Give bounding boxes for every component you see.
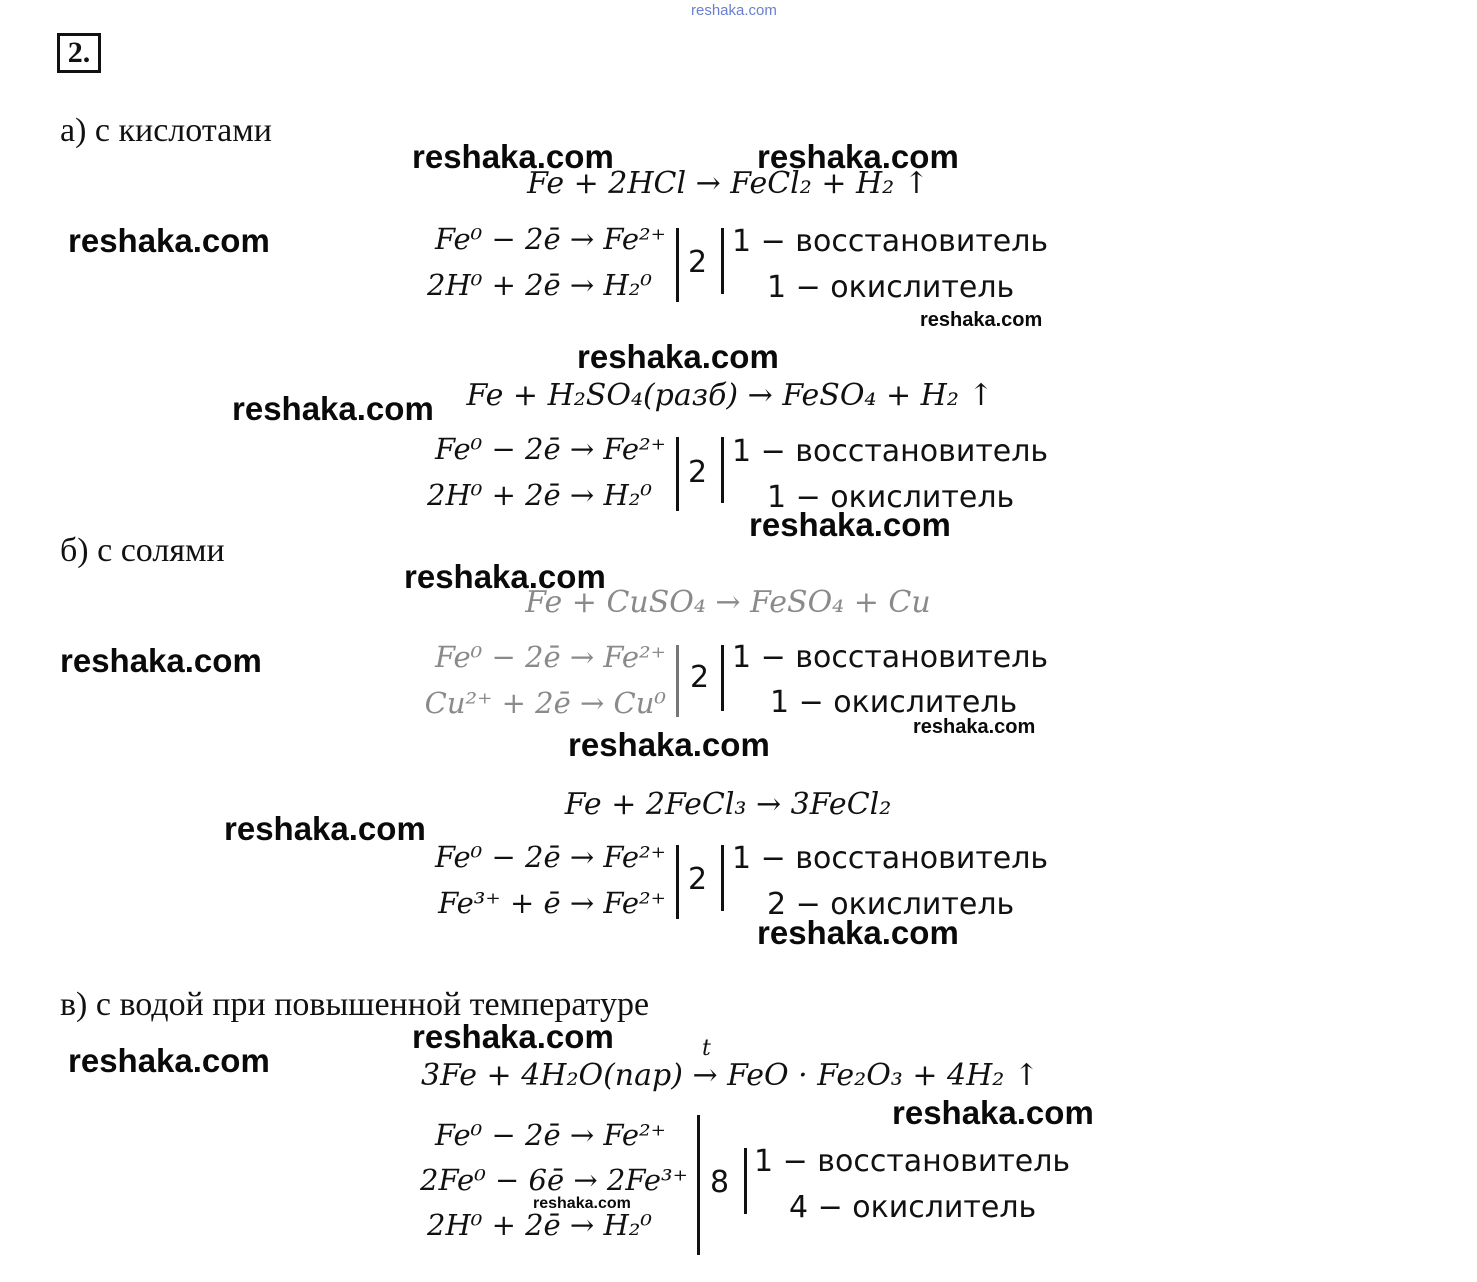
reaction-5-half-3: 2H⁰ + 2ē → H₂⁰	[427, 1208, 652, 1242]
section-a-heading: а) с кислотами	[60, 112, 272, 149]
reaction-4-role-1: 1 − восстановитель	[732, 841, 1049, 876]
reaction-3-bar-left	[676, 645, 679, 717]
reaction-2-half-1: Fe⁰ − 2ē → Fe²⁺	[434, 432, 666, 466]
watermark-12: reshaka.com	[224, 810, 426, 847]
reaction-4-equation: Fe + 2FeCl₃ → 3FeCl₂	[564, 787, 892, 822]
reaction-5-role-2: 4 − окислитель	[789, 1190, 1037, 1225]
reaction-5-equation: 3Fe + 4H₂O(пар) → FeO · Fe₂O₃ + 4H₂ ↑	[421, 1058, 1039, 1093]
reaction-2-equation: Fe + H₂SO₄(разб) → FeSO₄ + H₂ ↑	[466, 378, 994, 413]
watermark-13: reshaka.com	[757, 914, 959, 951]
watermark-5: reshaka.com	[577, 338, 779, 375]
reaction-5-lcm: 8	[710, 1165, 730, 1200]
watermark-3: reshaka.com	[68, 222, 270, 259]
watermark-11: reshaka.com	[568, 726, 770, 763]
reaction-2-bar-right	[721, 437, 724, 503]
reaction-1-bar-left	[676, 228, 679, 302]
reaction-2-role-2: 1 − окислитель	[767, 480, 1015, 515]
reaction-5-half-2: 2Fe⁰ − 6ē → 2Fe³⁺	[420, 1163, 688, 1197]
reaction-3-lcm: 2	[690, 660, 710, 695]
reaction-1-role-2: 1 − окислитель	[767, 270, 1015, 305]
reaction-1-role-1: 1 − восстановитель	[732, 224, 1049, 259]
reaction-3-role-1: 1 − восстановитель	[732, 640, 1049, 675]
watermark-10: reshaka.com	[913, 716, 1036, 738]
reaction-4-half-2: Fe³⁺ + ē → Fe²⁺	[438, 886, 666, 920]
reaction-4-bar-left	[676, 845, 679, 919]
task-number: 2	[67, 36, 83, 69]
reaction-5-role-1: 1 − восстановитель	[754, 1144, 1071, 1179]
watermark-6: reshaka.com	[232, 390, 434, 427]
watermark-top: reshaka.com	[691, 2, 777, 19]
reaction-2-bar-left	[676, 437, 679, 511]
section-b-heading: б) с солями	[60, 532, 225, 569]
reaction-4-bar-right	[721, 845, 724, 911]
section-c-heading: в) с водой при повышенной температуре	[60, 986, 650, 1023]
reaction-2-half-2: 2H⁰ + 2ē → H₂⁰	[427, 478, 652, 512]
watermark-9: reshaka.com	[60, 642, 262, 679]
reaction-1-bar-right	[721, 228, 724, 294]
reaction-5-bar-right	[744, 1148, 747, 1214]
reaction-3-equation: Fe + CuSO₄ → FeSO₄ + Cu	[525, 585, 931, 620]
reaction-4-half-1: Fe⁰ − 2ē → Fe²⁺	[434, 840, 666, 874]
reaction-4-lcm: 2	[688, 862, 708, 897]
reaction-5-condition: t	[702, 1036, 711, 1061]
reaction-5-bar-left	[697, 1115, 700, 1255]
watermark-4: reshaka.com	[920, 309, 1043, 331]
reaction-5-half-1: Fe⁰ − 2ē → Fe²⁺	[434, 1118, 666, 1152]
watermark-8: reshaka.com	[404, 558, 606, 595]
reaction-3-half-2: Cu²⁺ + 2ē → Cu⁰	[424, 686, 666, 720]
reaction-1-equation: Fe + 2HCl → FeCl₂ + H₂ ↑	[527, 166, 929, 201]
reaction-3-bar-right	[721, 645, 724, 711]
watermark-15: reshaka.com	[68, 1042, 270, 1079]
reaction-1-half-2: 2H⁰ + 2ē → H₂⁰	[427, 268, 652, 302]
watermark-1: reshaka.com	[412, 138, 614, 175]
reaction-1-lcm: 2	[688, 245, 708, 280]
reaction-1-half-1: Fe⁰ − 2ē → Fe²⁺	[434, 222, 666, 256]
reaction-2-lcm: 2	[688, 455, 708, 490]
reaction-4-role-2: 2 − окислитель	[767, 887, 1015, 922]
reaction-3-half-1: Fe⁰ − 2ē → Fe²⁺	[434, 640, 666, 674]
watermark-16: reshaka.com	[892, 1094, 1094, 1131]
reaction-3-role-2: 1 − окислитель	[770, 685, 1018, 720]
reaction-2-role-1: 1 − восстановитель	[732, 434, 1049, 469]
watermark-14: reshaka.com	[412, 1018, 614, 1055]
watermark-17: reshaka.com	[533, 1195, 631, 1212]
watermark-7: reshaka.com	[749, 506, 951, 543]
watermark-2: reshaka.com	[757, 138, 959, 175]
task-number-box: 2.	[57, 33, 101, 73]
